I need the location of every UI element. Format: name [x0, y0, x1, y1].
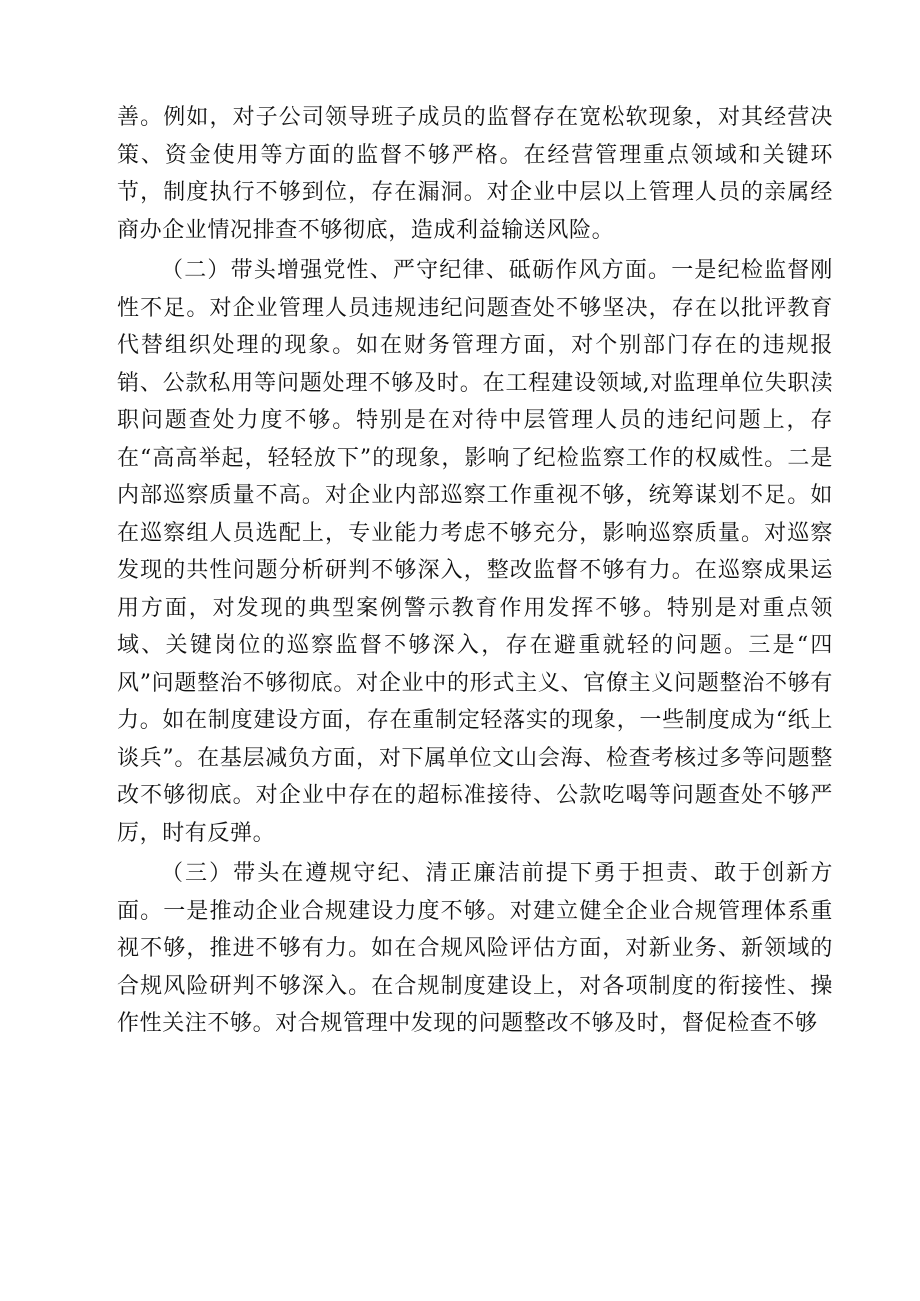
- paragraph-section-3: （三）带头在遵规守纪、清正廉洁前提下勇于担责、敢于创新方面。一是推动企业合规建设力度不够。对建立健全企业合规管理体系重视不够，推进不够有力。如在合规风险评估方面，对新业务、新领域的合规风险研判不够深入。在合规制度建设上，对各项制度的衔接性、操作性关注不够。对合规管理中发现的问题整改不够及时，督促检查不够: [117, 861, 833, 1036]
- document-body: [117, 99, 833, 1043]
- paragraph-section-2: （二）带头增强党性、严守纪律、砥砺作风方面。一是纪检监督刚性不足。对企业管理人员违规违纪问题查处不够坚决，存在以批评教育代替组织处理的现象。如在财务管理方面，对个别部门存在的违规报销、公款私用等问题处理不够及时。在工程建设领域,对监理单位失职渎职问题查处力度不够。特别是在对待中层管理人员的违纪问题上，存在“高高举起，轻轻放下”的现象，影响了纪检监察工作的权威性。二是内部巡察质量不高。对企业内部巡察工作重视不够，统筹谋划不足。如在巡察组人员选配上，专业能力考虑不够充分，影响巡察质量。对巡察发现的共性问题分析研判不够深入，整改监督不够有力。在巡察成果运用方面，对发现的典型案例警示教育作用发挥不够。特别是对重点领域、关键岗位的巡察监督不够深入，存在避重就轻的问题。三是“四风”问题整治不够彻底。对企业中的形式主义、官僚主义问题整治不够有力。如在制度建设方面，存在重制定轻落实的现象，一些制度成为“纸上谈兵”。在基层减负方面，对下属单位文山会海、检查考核过多等问题整改不够彻底。对企业中存在的超标准接待、公款吃喝等问题查处不够严厉，时有反弹。: [117, 258, 833, 846]
- paragraph-continuation: 善。例如，对子公司领导班子成员的监督存在宽松软现象，对其经营决策、资金使用等方面的监督不够严格。在经营管理重点领域和关键环节，制度执行不够到位，存在漏洞。对企业中层以上管理人员的亲属经商办企业情况排查不够彻底，造成利益输送风险。: [117, 105, 833, 243]
